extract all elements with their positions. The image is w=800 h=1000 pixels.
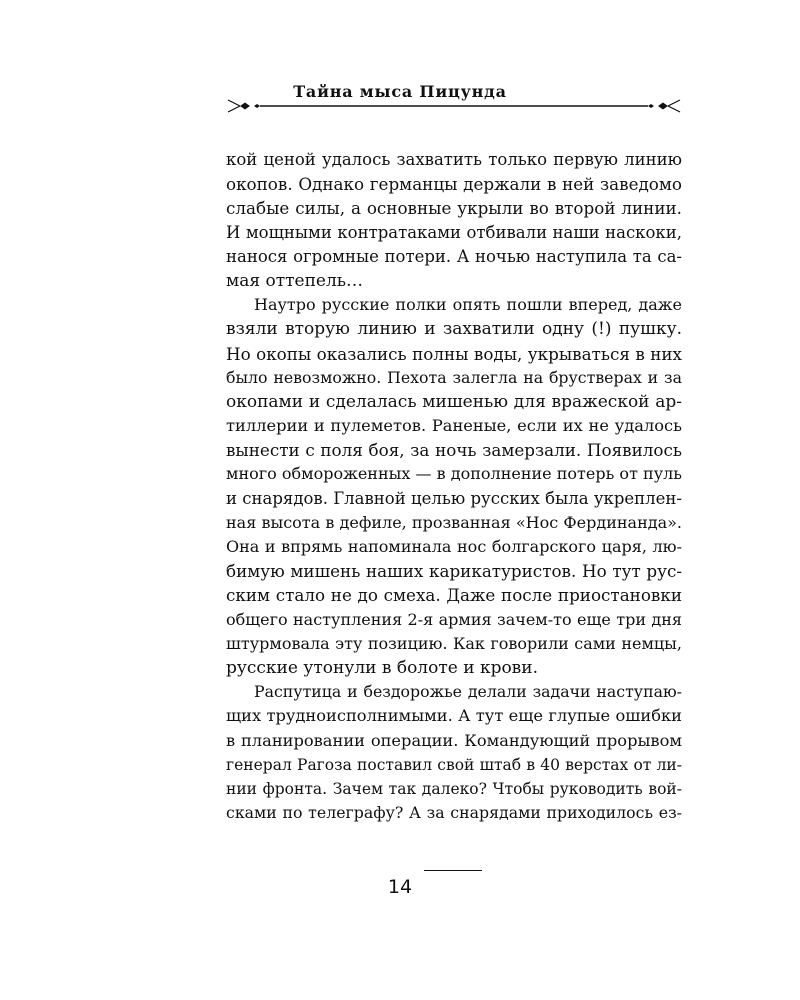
text-line: слабые силы, а основные укрыли во второй линии.: [226, 198, 682, 219]
text-line: тиллерии и пулеметов. Раненые, если их не удалось: [226, 416, 682, 436]
text-line: много обмороженных — в дополнение потерь от пуль: [226, 464, 682, 484]
text-line: Распутица и бездорожье делали задачи наступаю-: [254, 682, 682, 702]
running-head-title: Тайна мыса Пицунда: [293, 82, 507, 101]
text-line: кой ценой удалось захватить только первую линию: [226, 150, 682, 169]
text-line: мая оттепель…: [226, 270, 364, 291]
page-number: 14: [387, 876, 413, 898]
text-line: в планировании операции. Командующий прорывом: [226, 730, 682, 750]
ornament-left-icon: [228, 100, 260, 112]
text-line: общего наступления 2-я армия зачем-то еще три дня: [226, 609, 682, 629]
text-line: сками по телеграфу? А за снарядами приходилось ез-: [226, 803, 682, 823]
text-line: окопами и сделалась мишенью для вражеской ар-: [226, 391, 682, 412]
text-line: генерал Рагоза поставил свой штаб в 40 верстах от ли-: [226, 755, 682, 774]
folio-rule: [424, 870, 482, 871]
text-line: щих трудноисполнимыми. А тут еще глупые ошибки: [226, 706, 682, 726]
text-line: ским стало не до смеха. Даже после приостановки: [226, 585, 682, 606]
text-line: окопов. Однако германцы держали в ней заведомо: [226, 174, 682, 195]
text-line: русские утонули в болоте и крови.: [226, 657, 538, 678]
text-line: нии фронта. Зачем так далеко? Чтобы руководить вой-: [226, 779, 682, 798]
body-text: [226, 148, 682, 825]
text-line: было невозможно. Пехота залегла на брустверах и за: [226, 367, 682, 387]
text-line: Она и впрямь напоминала нос болгарского царя, лю-: [226, 537, 682, 556]
text-line: Наутро русские полки опять пошли вперед, даже: [254, 295, 682, 315]
ornament-right-icon: [648, 100, 680, 112]
text-line: и снарядов. Главной целью русских была укреплен-: [226, 488, 682, 508]
text-line: бимую мишень наших карикатуристов. Но тут рус-: [226, 561, 682, 582]
text-line: взяли вторую линию и захватили одну (!) пушку.: [226, 319, 682, 340]
text-line: ная высота в дефиле, прозванная «Нос Фердинанда».: [226, 512, 682, 532]
text-line: И мощными контратаками отбивали наши наскоки,: [226, 222, 682, 242]
text-line: штурмовала эту позицию. Как говорили сами немцы,: [226, 633, 682, 653]
text-line: Но окопы оказались полны воды, укрываться в них: [226, 343, 682, 364]
header-ornament-rule: [226, 96, 682, 116]
text-line: вынести с поля боя, за ночь замерзали. Появилось: [226, 440, 682, 461]
text-line: нанося огромные потери. А ночью наступила та са-: [226, 246, 682, 266]
